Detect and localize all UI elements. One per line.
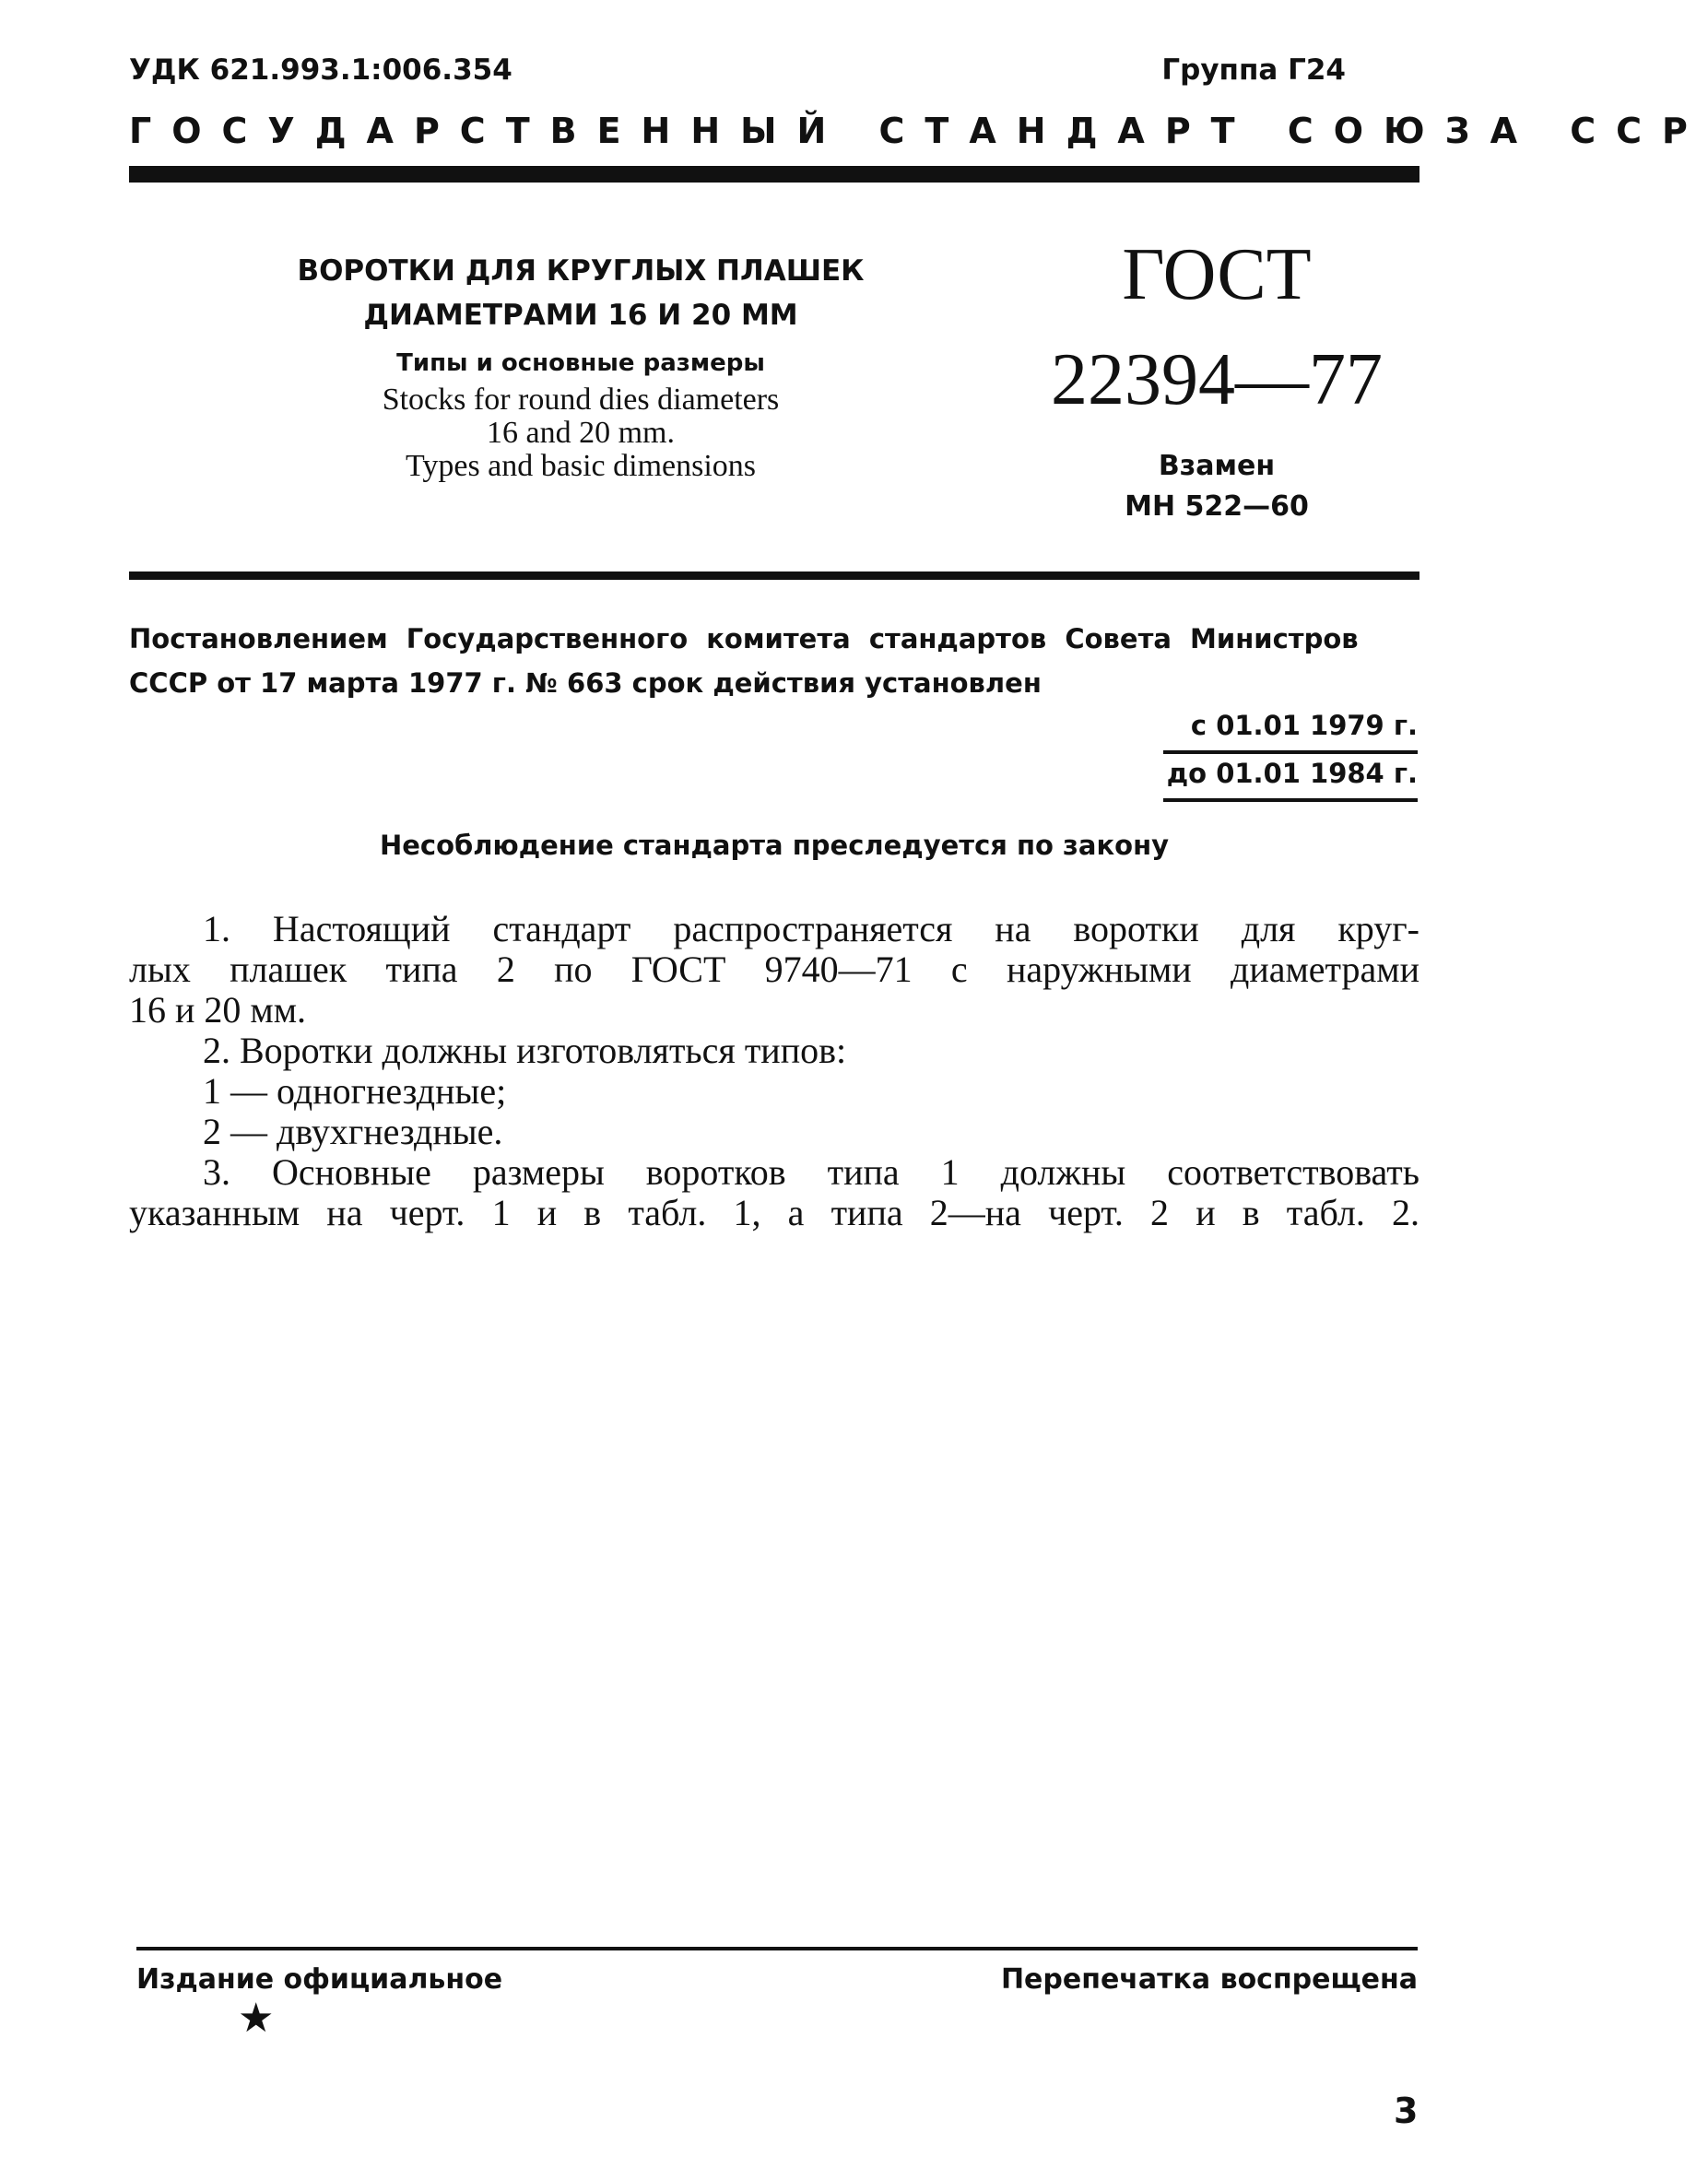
paragraph-2-item2: 2 — двухгнездные. — [203, 1111, 503, 1152]
replaces-value: МН 522—60 — [1125, 490, 1309, 523]
paragraph-1-line1: 1. Настоящий стандарт распространяется на воротки для круг- — [203, 908, 1419, 949]
group-code: Группа Г24 — [1161, 53, 1346, 87]
paragraph-2: 2. Воротки должны изготовляться типов: — [203, 1030, 847, 1071]
footer-rule — [136, 1947, 1418, 1950]
decree-line1: Постановлением Государственного комитета стандартов Совета Министров — [129, 623, 1359, 654]
gost-number: 22394—77 — [1051, 339, 1383, 420]
decree-line2: СССР от 17 марта 1977 г. № 663 срок действия установлен — [129, 667, 1042, 699]
gost-label: ГОСТ — [1122, 234, 1312, 315]
gost-block — [1023, 229, 1410, 527]
state-standard-heading: ГОСУДАРСТВЕННЫЙ СТАНДАРТ СОЮЗА ССР — [129, 111, 1708, 151]
title-en-line1: Stocks for round dies diameters — [382, 383, 780, 417]
paragraph-1-line2: лых плашек типа 2 по ГОСТ 9740—71 с наружными диаметрами — [129, 949, 1419, 990]
title-ru-line1: ВОРОТКИ ДЛЯ КРУГЛЫХ ПЛАШЕК — [297, 254, 865, 288]
date-rule — [1163, 798, 1418, 802]
section-rule — [129, 572, 1419, 580]
title-en-line2: 16 and 20 mm. — [487, 416, 675, 450]
title-ru-subtitle: Типы и основные размеры — [396, 349, 765, 377]
udk-code: УДК 621.993.1:006.354 — [129, 53, 512, 87]
reprint-prohibited-label: Перепечатка воспрещена — [1000, 1963, 1418, 1996]
paragraph-3-line2: указанным на черт. 1 и в табл. 1, а типа 2—на черт. 2 и в табл. 2. — [129, 1192, 1419, 1233]
page-number: 3 — [1394, 2091, 1419, 2131]
official-edition-label: Издание официальное — [136, 1963, 503, 1996]
legal-warning: Несоблюдение стандарта преследуется по закону — [379, 830, 1170, 861]
paragraph-2-item1: 1 — одногнездные; — [203, 1070, 507, 1112]
validity-date-from: с 01.01 1979 г. — [1190, 710, 1418, 741]
title-ru-line2: ДИАМЕТРАМИ 16 И 20 ММ — [363, 299, 798, 332]
header-rule — [129, 166, 1419, 183]
paragraph-1-line3: 16 и 20 мм. — [129, 989, 307, 1031]
date-rule — [1163, 750, 1418, 754]
title-en-line3: Types and basic dimensions — [405, 449, 757, 483]
replaces-label: Взамен — [1158, 450, 1276, 482]
paragraph-3-line1: 3. Основные размеры воротков типа 1 должны соответствовать — [203, 1151, 1419, 1193]
star-icon: ★ — [238, 1995, 275, 2042]
title-block — [240, 249, 922, 483]
validity-date-to: до 01.01 1984 г. — [1166, 758, 1418, 789]
